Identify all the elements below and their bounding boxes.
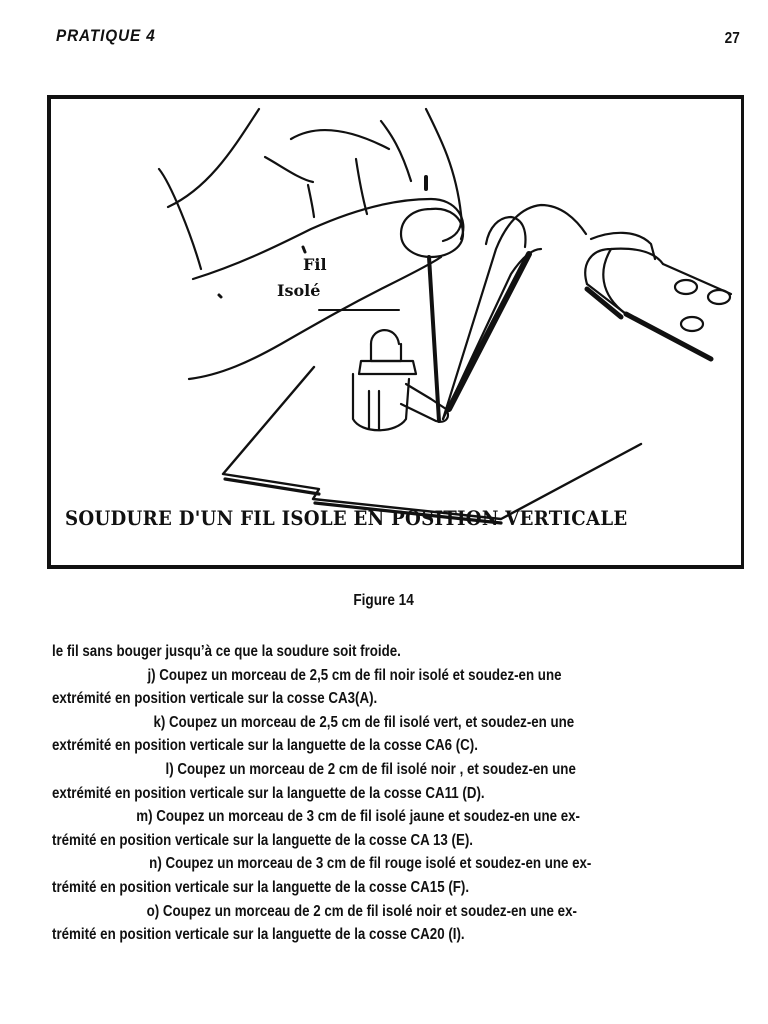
- chapter-title: PRATIQUE 4: [56, 26, 156, 45]
- step-o-line1: o) Coupez un morceau de 2 cm de fil isolé noir et soudez-en une ex-: [146, 902, 577, 920]
- step-n-line1: n) Coupez un morceau de 3 cm de fil rouge isolé et soudez-en une ex-: [149, 855, 592, 873]
- step-m-line1: m) Coupez un morceau de 3 cm de fil isolé jaune et soudez-en une ex-: [136, 808, 580, 826]
- intro-line: le fil sans bouger jusqu’à ce que la soudure soit froide.: [52, 643, 401, 660]
- figure-caption-inside: SOUDURE D'UN FIL ISOLE EN POSITION VERTICALE: [65, 507, 628, 530]
- step-m-line2: trémité en position verticale sur la languette de la cosse CA 13 (E).: [52, 831, 474, 849]
- step-j-line1: j) Coupez un morceau de 2,5 cm de fil noir isolé et soudez-en une: [147, 666, 562, 684]
- instructions-text: [52, 640, 746, 947]
- wire-label-line1: Fil: [303, 255, 327, 274]
- hand-drawing: [159, 109, 463, 379]
- step-l-line2: extrémité en position verticale sur la languette de la cosse CA11 (D).: [52, 784, 485, 802]
- step-o-line2: trémité en position verticale sur la languette de la cosse CA20 (I).: [52, 926, 465, 944]
- chassis-plate: [223, 367, 641, 523]
- wire-label-line2: Isolé: [277, 281, 321, 300]
- figure-frame: [47, 95, 744, 569]
- step-k-line2: extrémité en position verticale sur la languette de la cosse CA6 (C).: [52, 737, 478, 755]
- step-j-line2: extrémité en position verticale sur la cosse CA3(A).: [52, 690, 378, 708]
- figure-number: [0, 592, 768, 610]
- page-number: 27: [724, 30, 740, 47]
- step-l-line1: l) Coupez un morceau de 2 cm de fil isolé noir , et soudez-en une: [165, 760, 576, 778]
- step-n-line2: trémité en position verticale sur la languette de la cosse CA15 (F).: [52, 878, 470, 896]
- figure-number-text: Figure 14: [353, 592, 415, 609]
- soldering-iron: [443, 205, 731, 419]
- soldering-illustration: [51, 99, 741, 565]
- step-k-line1: k) Coupez un morceau de 2,5 cm de fil isolé vert, et soudez-en une: [153, 713, 575, 731]
